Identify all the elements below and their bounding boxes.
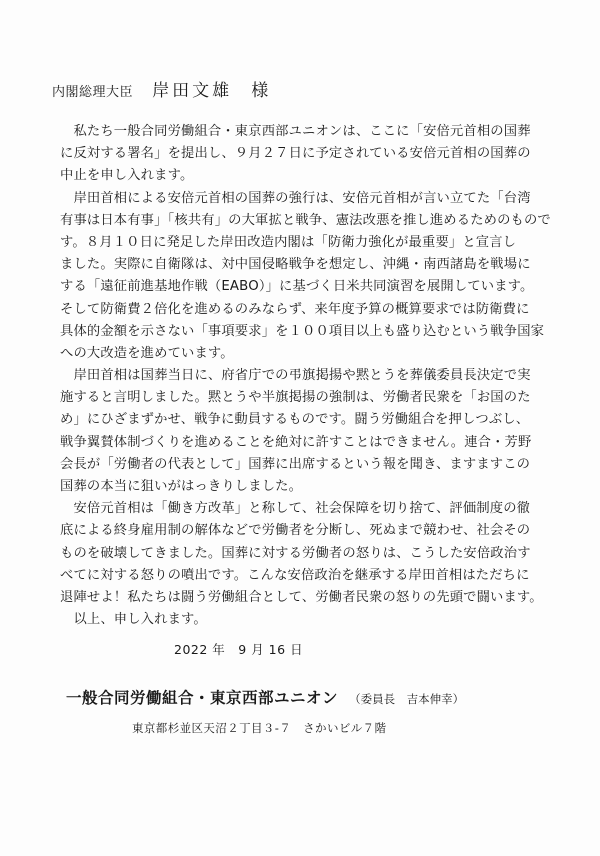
body-line: 岸田首相による安倍元首相の国葬の強行は、安倍元首相が言い立てた「台湾 [60,190,531,206]
body-line: 施すると言明しました。黙とうや半旗掲揚の強制は、労働者民衆を「お国のた [60,390,531,406]
body-line: そして防衛費２倍化を進めるのみならず、来年度予算の概算要求では防衛費に [60,301,530,317]
addressee-role: 内閣総理大臣 [52,85,134,100]
body-line: 具体的金額を示さない「事項要求」を１００項目以上も盛り込むという戦争国家 [60,323,545,339]
letter-date: 2022 年 9 月 16 日 [174,642,304,657]
body-line: への大改造を進めています。 [60,345,234,361]
body-line: 底による終身雇用制の解体などで労働者を分断し、死ぬまで競わせ、社会その [60,523,531,539]
body-line: 会長が「労働者の代表として」国葬に出席するという報を聞き、ますますこの [60,456,531,472]
addressee [52,76,268,101]
body-line: 有事は日本有事」「核共有」の大軍拡と戦争、憲法改悪を推し進めるためのもので [60,212,551,228]
body-line: に反対する署名」を提出し、９月２７日に予定されている安倍元首相の国葬の [60,146,531,162]
body-line: べてに対する怒りの噴出です。こんな安倍政治を継承する岸田首相はただちに [60,567,530,583]
body-line: する「遠征前進基地作戦（EABO）」に基づく日米共同演習を展開しています。 [60,279,534,295]
body-line: 私たち一般合同労働組合・東京西部ユニオンは、ここに「安倍元首相の国葬 [60,124,531,139]
body-line: ものを破壊してきました。国葬に対する労働者の怒りは、こうした安倍政治す [60,545,531,561]
addressee-name: 岸田文雄 [152,81,233,101]
body-line: ました。実際に自衛隊は、対中国侵略戦争を想定し、沖縄・南西諸島を戦場に [60,257,531,273]
body-line: め」にひざまずかせ、戦争に動員するものです。闘う労働組合を押しつぶし、 [60,412,530,428]
body-line: 中止を申し入れます。 [60,168,194,184]
body-line: 戦争翼賛体制づくりを進めることを絶対に許すことはできません。連合・芳野 [60,434,532,450]
body-line: 退陣せよ！私たちは闘う労働組合として、労働者民衆の怒りの先頭で闘います。 [60,589,543,605]
body-line: 安倍元首相は「働き方改革」と称して、社会保障を切り捨て、評価制度の徹 [60,501,531,517]
signature-block [66,686,464,708]
signature-address: 東京都杉並区天沼２丁目３-７ さかいビル７階 [132,721,387,735]
addressee-honorific: 様 [251,81,269,101]
body-line: 以上、申し入れます。 [60,612,207,628]
signature-org-name: 一般合同労働組合・東京西部ユニオン [66,689,339,707]
body-line: 国葬の本当に狙いがはっきりしました。 [60,479,303,494]
letter-body [60,121,560,631]
body-line: す。８月１０日に発足した岸田改造内閣は「防衛力強化が最重要」と宣言し [60,234,517,250]
signature-chair: （委員長 吉本伸幸） [349,692,465,706]
body-line: 岸田首相は国葬当日に、府省庁での弔旗掲揚や黙とうを葬儀委員長決定で実 [60,368,531,384]
